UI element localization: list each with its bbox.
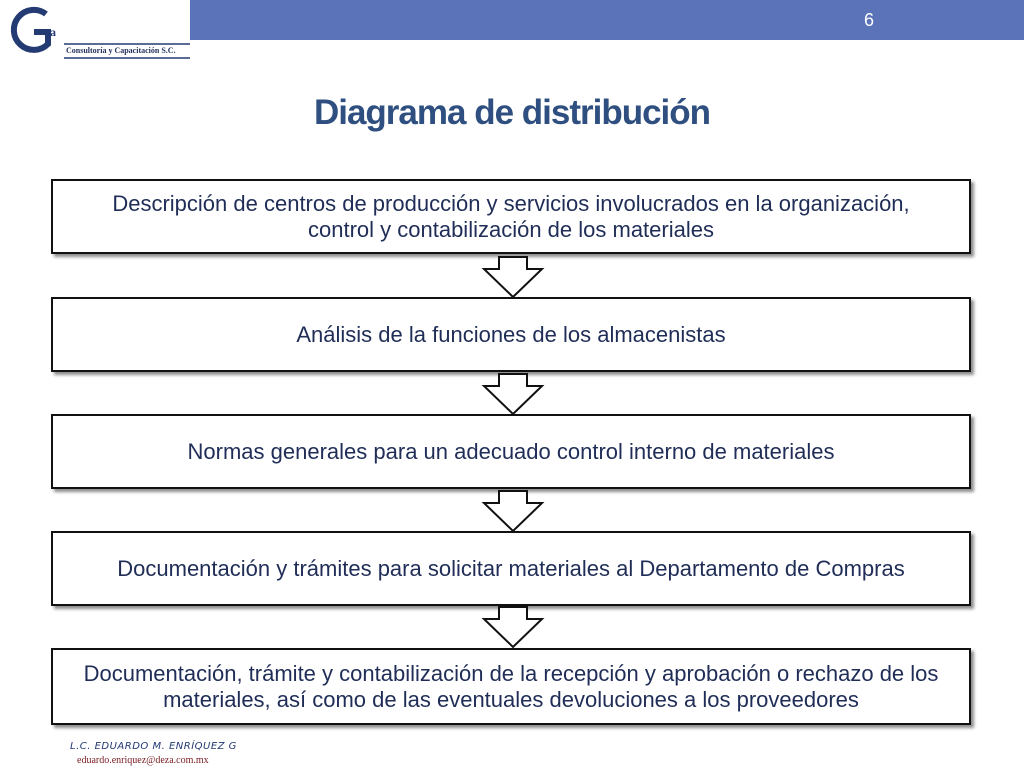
footer-email: eduardo.enriquez@deza.com.mx — [77, 755, 209, 766]
company-logo — [2, 0, 192, 70]
logo-tagline: Consultoría y Capacitación S.C. — [66, 46, 176, 55]
down-arrow-icon — [480, 255, 546, 300]
logo-superscript: va — [44, 25, 56, 39]
flow-step-3: Normas generales para un adecuado control interno de materiales — [51, 414, 971, 489]
flow-step-5: Documentación, trámite y contabilización de la recepción y aprobación o rechazo de los materiales, así como de las eventuales devoluciones a los proveedores — [51, 648, 971, 725]
header-bar — [190, 0, 1024, 40]
flow-step-4: Documentación y trámites para solicitar materiales al Departamento de Compras — [51, 531, 971, 606]
down-arrow-icon — [480, 489, 546, 534]
flow-step-2: Análisis de la funciones de los almacenistas — [51, 297, 971, 372]
down-arrow-icon — [480, 372, 546, 417]
page-title: Diagrama de distribución — [313, 93, 711, 132]
flow-step-1: Descripción de centros de producción y servicios involucrados en la organización, control y contabilización de los materiales — [51, 179, 971, 254]
slide-number: 6 — [863, 10, 874, 30]
footer-author: L.C. EDUARDO M. ENRÍQUEZ G — [70, 741, 237, 752]
down-arrow-icon — [480, 605, 546, 650]
logo-mark-icon — [2, 0, 192, 70]
